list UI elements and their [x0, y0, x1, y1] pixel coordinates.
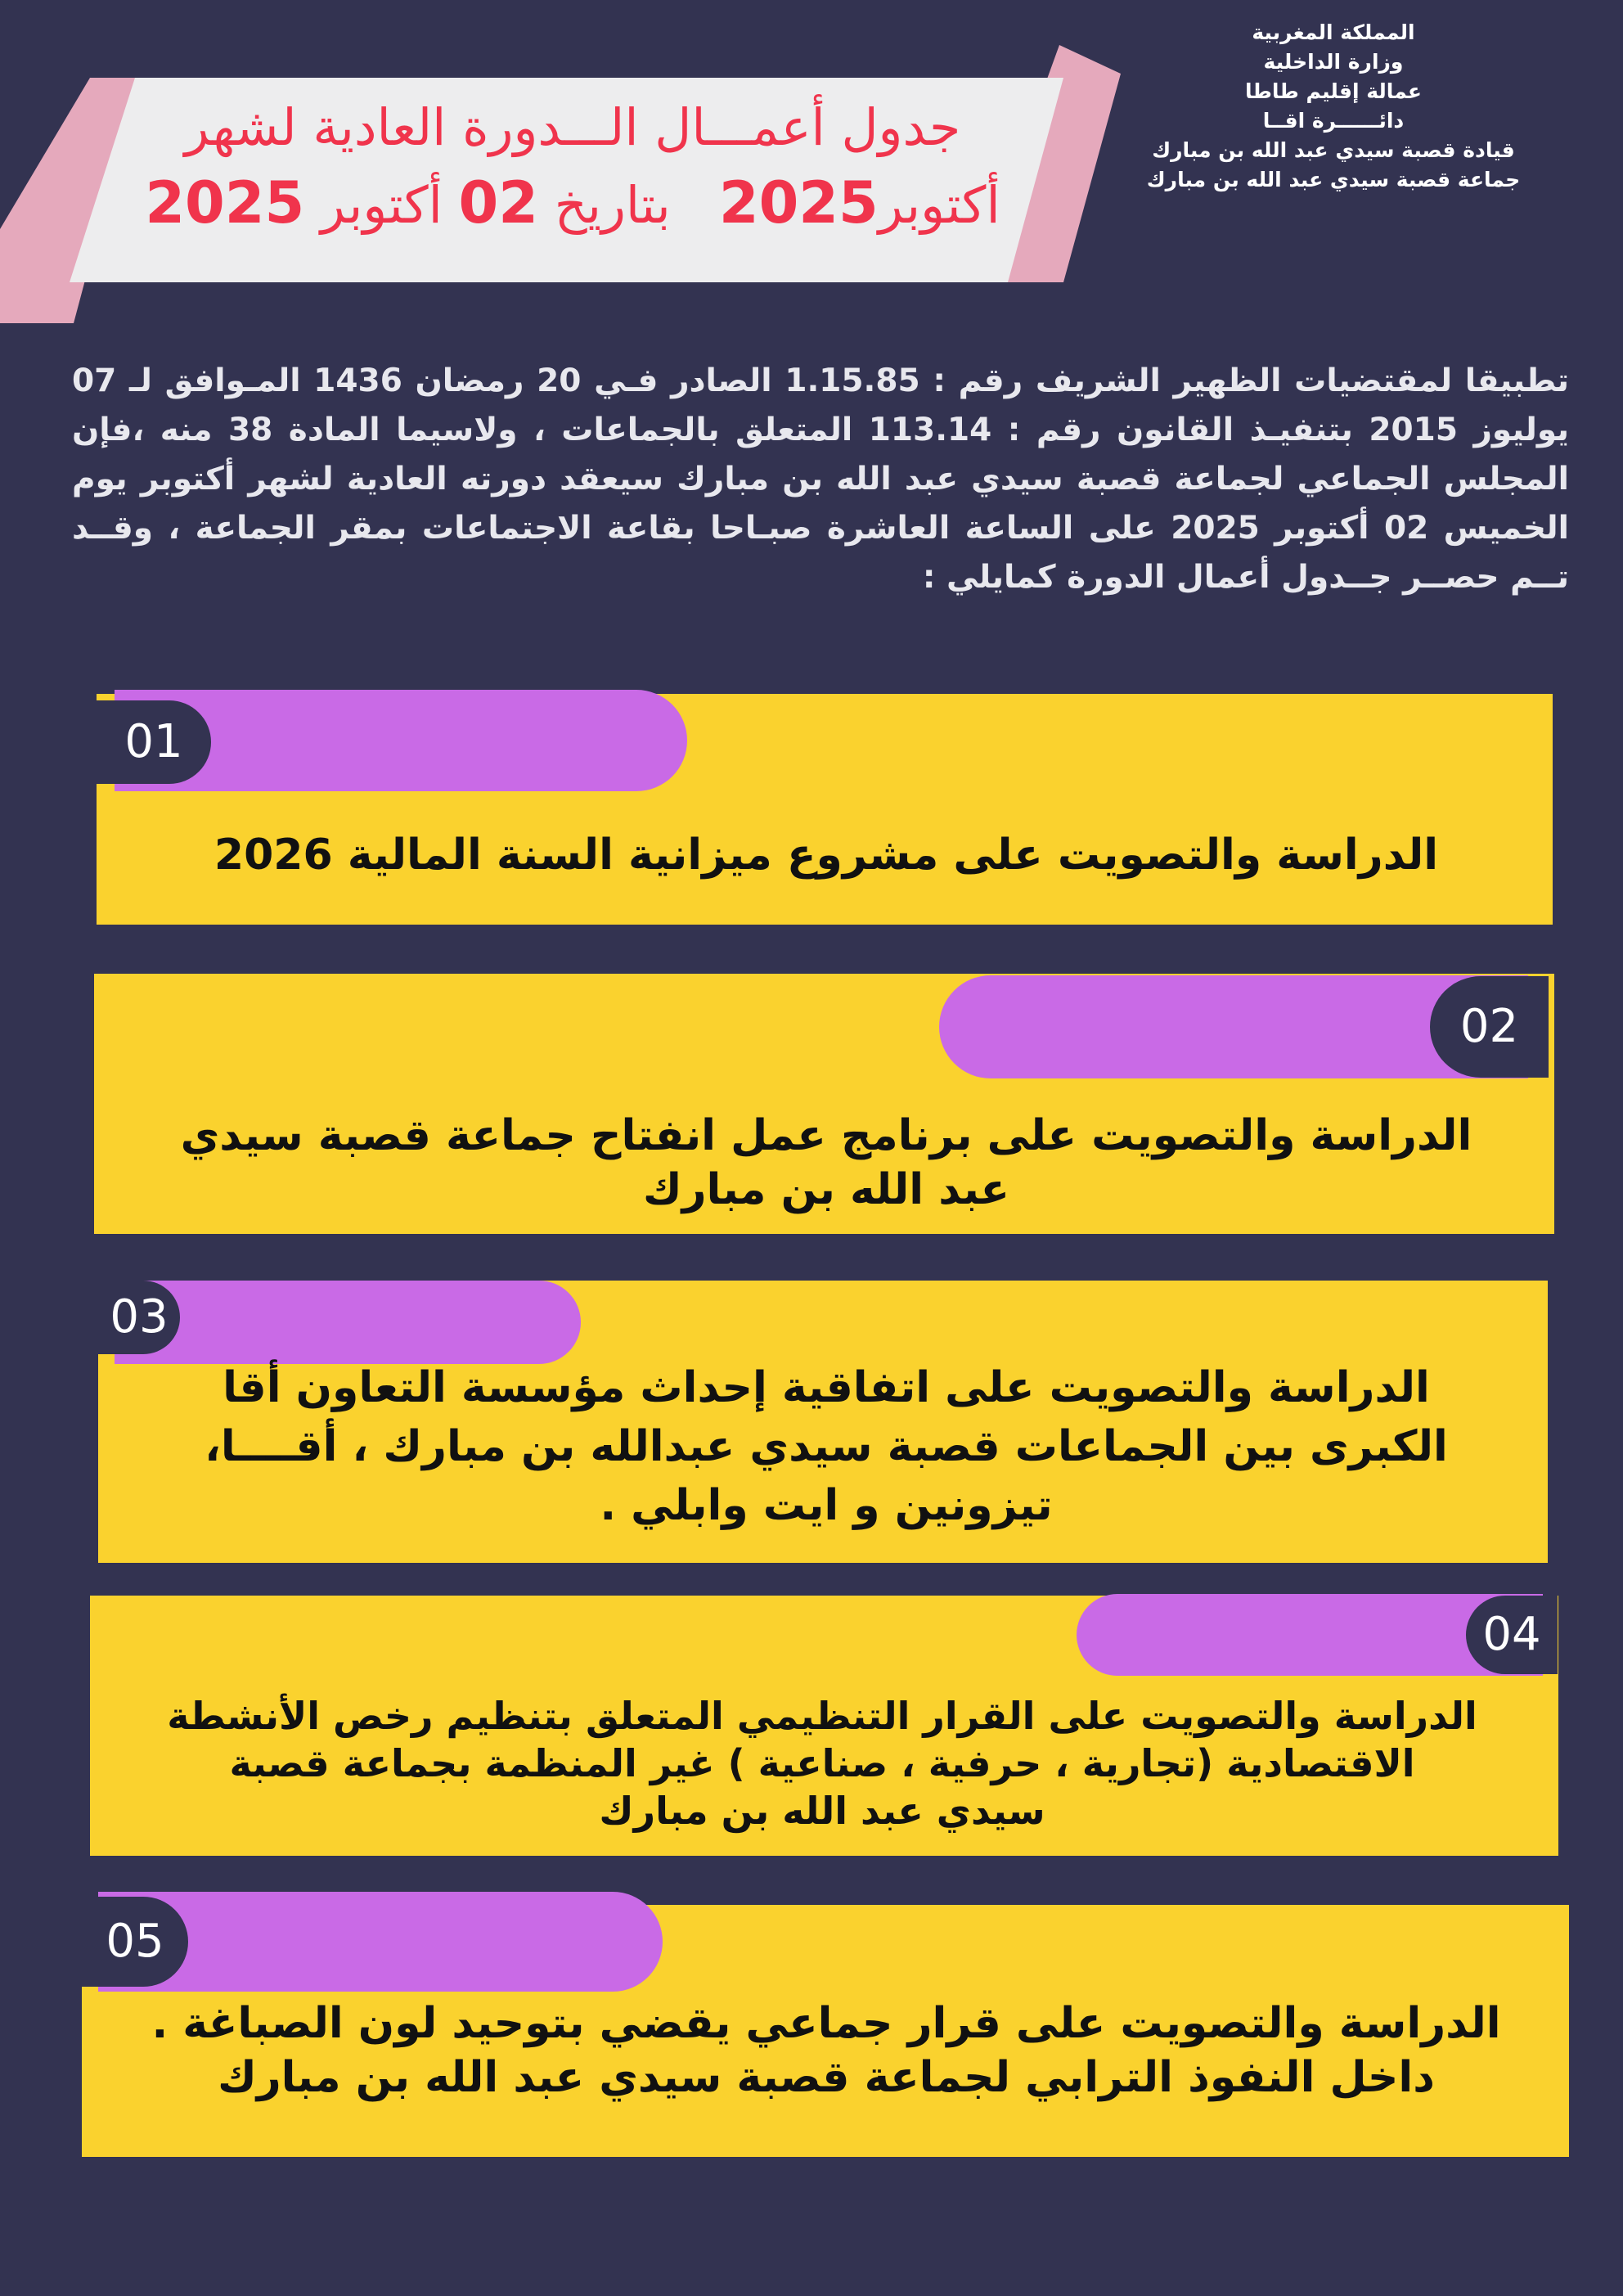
agenda-item-03-pill [115, 1281, 581, 1364]
agenda-item-04-number: 04 [1466, 1596, 1558, 1674]
administration-header [1088, 18, 1579, 195]
agenda-item-05-number: 05 [82, 1897, 188, 1987]
agenda-item-03-text: الدراسة والتصويت على اتفاقية إحداث مؤسسة التعاون أقا الكبرى بين الجماعات قصبة سيدي عبدالله بن مبارك ، أقــــا، تيزونين و ايت وابلي . [205, 1363, 1448, 1530]
agenda-item-02-text: الدراسة والتصويت على برنامج عمل انفتاح جماعة قصبة سيدي عبد الله بن مبارك [180, 1111, 1472, 1214]
agenda-item-05-text: الدراسة والتصويت على قرار جماعي يقضي بتوحيد لون الصباغة . داخل النفوذ الترابي لجماعة قصبة سيدي عبد الله بن مبارك [151, 1999, 1501, 2102]
agenda-item-02-number: 02 [1430, 976, 1549, 1078]
admin-line-ministry: وزارة الداخلية [1263, 50, 1404, 74]
title-line-1: جدول أعمـــال الـــدورة العادية لشهر [184, 97, 961, 157]
page-title [123, 90, 1023, 243]
agenda-item-04-text: الدراسة والتصويت على القرار التنظيمي المتعلق بتنظيم رخص الأنشطة الاقتصادية (تجارية ، حرفية ، صناعية ) غير المنظمة بجماعة قصبة سيدي عبد الله بن مبارك [167, 1694, 1477, 1833]
intro-paragraph: تطبيقا لمقتضيات الظهير الشريف رقم : 1.15.85 الصادر فـي 20 رمضان 1436 المـوافق لـ 07 يوليوز 2015 بتنفيـذ القانون رقم : 113.14 المتعلق بالجماعات ، ولاسيما المادة 38 منه ،فإن المجلس الجماعي لجماعة قصبة سيدي عبد الله بن مبارك سيعقد دورته العادية لشهر أكتوبر يوم الخميس 02 أكتوبر 2025 على الساعة العاشرة صبـاحا بقاعة الاجتماعات بمقر الجماعة ، وقــد تــم حصــر جــدول أعمال الدورة كمايلي : [72, 362, 1570, 596]
admin-line-kingdom: المملكة المغربية [1252, 20, 1415, 44]
admin-line-circle: دائــــــرة اقــا [1262, 109, 1405, 133]
agenda-item-01-number: 01 [97, 700, 211, 784]
agenda-item-03-number: 03 [98, 1281, 180, 1354]
agenda-item-01-text: الدراسة والتصويت على مشروع ميزانية السنة المالية 2026 [214, 831, 1439, 880]
title-line-2: أكتوبر2025 بتاريخ 02 أكتوبر 2025 [145, 169, 1000, 236]
admin-line-caidat: قيادة قصبة سيدي عبد الله بن مبارك [1152, 138, 1515, 162]
admin-line-commune: جماعة قصبة سيدي عبد الله بن مبارك [1146, 168, 1521, 191]
admin-line-prefecture: عمالة إقليم طاطا [1244, 79, 1422, 103]
